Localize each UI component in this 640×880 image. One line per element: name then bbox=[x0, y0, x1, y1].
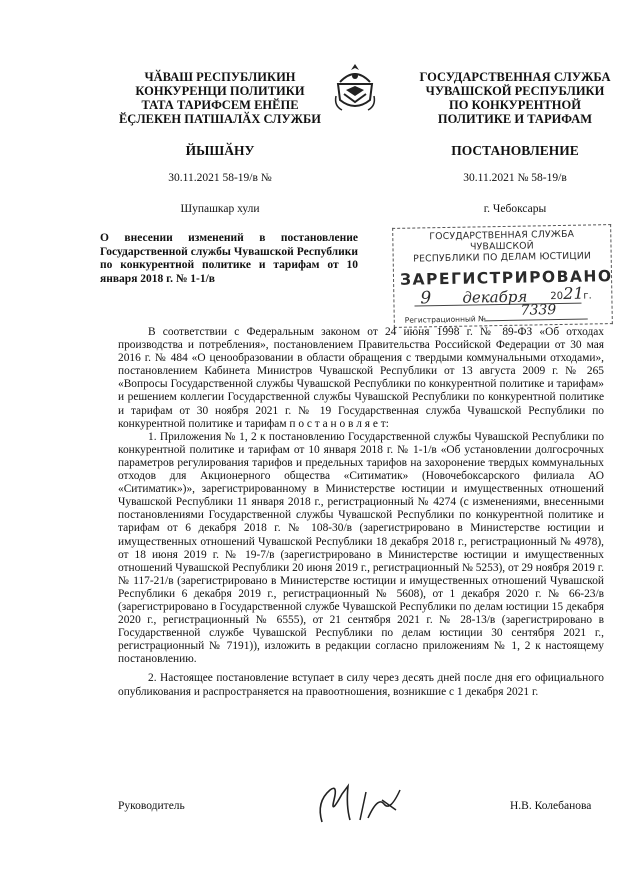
preamble-paragraph: В соответствии с Федеральным законом от 24 июня 1998 г. № 89-ФЗ «Об отходах производства и потребления», постановлением Правительства Российской Федерации от 30 мая 2016 г. № 484 «О ценообразовании в области обращения с твердыми коммунальными отходами», постановлением Кабинета Министров Чувашской Республики от 13 августа 2009 г. № 265 «Вопросы Государственной службы Чувашской Республики по конкурентной политике и тарифам» и решением коллегии Государственной службы Чувашской Республики по конкурентной политике и тарифам от 30 ноября 2021 г. № 19 Государственная служба Чувашской Республики по конкурентной политике и тарифам п о с т а н о в л я е т: bbox=[118, 326, 604, 430]
item-2-paragraph: 2. Настоящее постановление вступает в силу через десять дней после дня его официального опубликования и распространяется на правоотношения, возникшие с 1 декабря 2021 г. bbox=[118, 672, 604, 698]
stamp-date-year: 21 bbox=[563, 283, 584, 303]
chuvash-emblem-icon bbox=[332, 62, 378, 114]
left-org-line-2: КОНКУРЕНЦИ ПОЛИТИКИ bbox=[135, 84, 305, 98]
stamp-org-line-2: РЕСПУБЛИКИ ПО ДЕЛАМ ЮСТИЦИИ bbox=[413, 250, 592, 265]
stamp-reg-label: Регистрационный № bbox=[404, 314, 486, 325]
stamp-date-month: декабря bbox=[462, 287, 528, 307]
right-org-line-3: ПО КОНКУРЕНТНОЙ bbox=[449, 98, 581, 112]
registration-stamp bbox=[392, 224, 613, 328]
stamp-registered: ЗАРЕГИСТРИРОВАНО bbox=[399, 267, 613, 289]
right-org-line-4: ПОЛИТИКЕ И ТАРИФАМ bbox=[437, 112, 593, 126]
left-date-number: 30.11.2021 58-19/в № bbox=[168, 172, 272, 184]
stamp-date-year-prefix: 20 bbox=[550, 290, 564, 303]
stamp-org-line-1: ГОСУДАРСТВЕННАЯ СЛУЖБА ЧУВАШСКОЙ bbox=[429, 228, 575, 253]
stamp-date-day: 9 bbox=[420, 288, 432, 309]
document-title: О внесении изменений в постановление Государственной службы Чувашской Республики по конкурентной политике и тарифам от 10 января 2018 г. № 1-1/в bbox=[100, 232, 358, 285]
left-city: Шупашкар хули bbox=[180, 203, 260, 215]
left-org-line-3: ТАТА ТАРИФСЕМ ЕНӖПЕ bbox=[141, 98, 299, 112]
stamp-number-line bbox=[401, 302, 606, 325]
left-doc-type: ЙЫШӐНУ bbox=[185, 143, 255, 158]
left-org-line-4: ӖҪЛЕКЕН ПАТШАЛӐХ СЛУЖБИ bbox=[118, 112, 322, 126]
left-org-line-1: ЧӐВАШ РЕСПУБЛИКИН bbox=[144, 70, 296, 84]
right-city: г. Чебоксары bbox=[483, 203, 547, 215]
stamp-date-line bbox=[400, 283, 605, 309]
right-org-line-2: ЧУВАШСКОЙ РЕСПУБЛИКИ bbox=[425, 84, 605, 98]
right-doc-type: ПОСТАНОВЛЕНИЕ bbox=[451, 143, 579, 158]
item-1-paragraph: 1. Приложения № 1, 2 к постановлению Государственной службы Чувашской Республики по конкурентной политике и тарифам от 10 января 2018 г. № 1-1/в «Об установлении долгосрочных параметров регулирования тарифов и предельных тарифов на захоронение твердых коммунальных отходов для Акционерного общества «Ситиматик» (Новочебоксарского филиала АО «Ситиматик»)», зарегистрированному в Министерстве юстиции и имущественных отношений Чувашской Республики 11 января 2018 г., регистрационный № 4274 (с изменениями, внесенными постановлениями Государственной службы Чувашской Республики по конкурентной политике и тарифам от 6 декабря 2018 г. № 108-30/в (зарегистрировано в Министерстве юстиции и имущественных отношений Чувашской Республики 18 декабря 2018 г., регистрационный № 4978), от 18 июня 2019 г. № 19-7/в (зарегистрировано в Министерстве юстиции и имущественных отношений Чувашской Республики 20 июня 2019 г., регистрационный № 5253), от 29 ноября 2019 г. № 117-21/в (зарегистрировано в Министерстве юстиции и имущественных отношений Чувашской Республики 6 декабря 2019 г., регистрационный № 5608), от 1 декабря 2020 г. № 66-23/в (зарегистрировано в Государственной службе Чувашской Республики по делам юстиции 15 декабря 2020 г., регистрационный № 6555), от 21 сентября 2021 г. № 28-13/в (зарегистрировано в Государственной службе Чувашской Республики по делам юстиции 30 сентября 2021 г., регистрационный № 7191)), изложить в редакции согласно приложениям № 1, 2 к настоящему постановлению. bbox=[118, 430, 604, 666]
stamp-year-suffix: г. bbox=[583, 290, 592, 302]
right-date-number: 30.11.2021 № 58-19/в bbox=[463, 172, 567, 184]
signer-name: Н.В. Колебанова bbox=[510, 800, 592, 812]
stamp-reg-number: 7339 bbox=[520, 302, 557, 319]
handwritten-signature bbox=[312, 782, 412, 828]
document-body bbox=[118, 326, 604, 699]
signer-position: Руководитель bbox=[118, 800, 185, 812]
right-org-line-1: ГОСУДАРСТВЕННАЯ СЛУЖБА bbox=[419, 70, 611, 84]
right-org-header bbox=[395, 70, 635, 126]
stamp-number-underline bbox=[485, 319, 588, 322]
left-org-header bbox=[100, 70, 340, 126]
